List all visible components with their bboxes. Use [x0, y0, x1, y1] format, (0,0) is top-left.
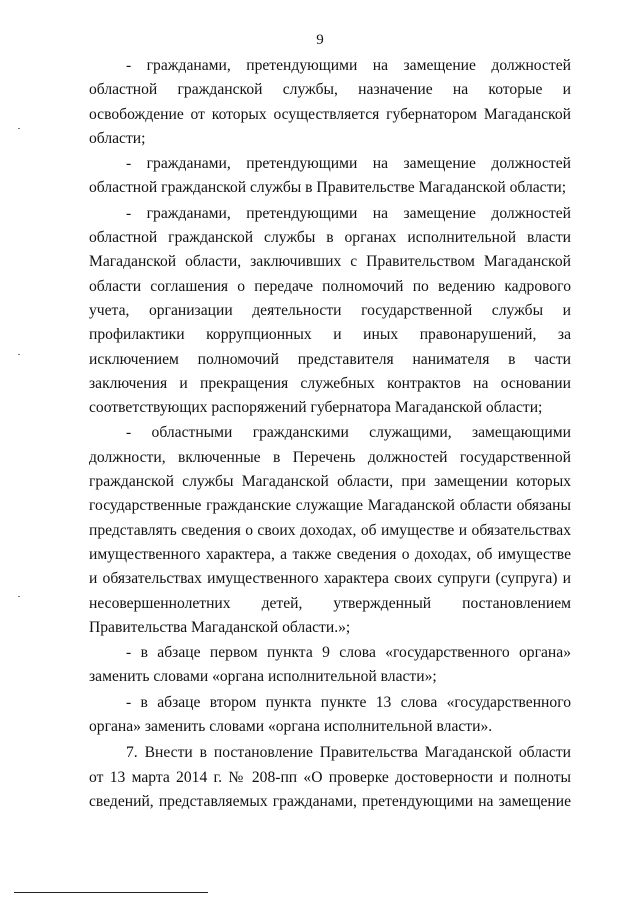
paragraph-bullet-1: - гражданами, претендующими на замещение должностей областной гражданской службы, назначение на которые и освобождение от которых осуществляется губернатором Магаданской области; [89, 57, 571, 147]
scan-margin-mark [18, 596, 20, 597]
page-number: 9 [316, 32, 324, 48]
paragraph-bullet-2: - гражданами, претендующими на замещение должностей областной гражданской службы в Правительстве Магаданской области; [89, 155, 571, 197]
paragraph-bullet-5: - в абзаце первом пункта 9 слова «государственного органа» заменить словами «органа исполнительной власти»; [89, 644, 571, 686]
scan-margin-mark [18, 354, 20, 355]
document-body [89, 53, 571, 814]
paragraph-bullet-3: - гражданами, претендующими на замещение должностей областной гражданской службы в органах исполнительной власти Магаданской области, заключивших с Правительством Магаданской области соглашения о передаче полномочий по ведению кадрового учета, организации деятельности государственной службы и профилактики коррупционных и иных правонарушений, за исключением полномочий представителя нанимателя в части заключения и прекращения служебных контрактов на основании соответствующих распоряжений губернатора Магаданской области; [89, 204, 571, 417]
scan-margin-mark [18, 128, 20, 129]
paragraph-bullet-4: - областными гражданскими служащими, замещающими должности, включенные в Перечень должностей государственной гражданской службы Магаданской области, при замещении которых государственные гражданские служащие Магаданской области обязаны представлять сведения о своих доходах, об имуществе и обязательствах имущественного характера, а также сведения о доходах, об имуществе и обязательствах имущественного характера своих супруги (супруга) и несовершеннолетних детей, утвержденный постановлением Правительства Магаданской области.»; [89, 424, 571, 636]
paragraph-bullet-6: - в абзаце втором пункта пункте 13 слова «государственного органа» заменить словами «органа исполнительной власти». [89, 693, 571, 736]
footnote-separator-line [14, 892, 208, 893]
paragraph-item-7: 7. Внести в постановление Правительства Магаданской области от 13 марта 2014 г. № 208-пп «О проверке достоверности и полноты сведений, представляемых гражданами, претендующими на замещение [89, 744, 571, 810]
